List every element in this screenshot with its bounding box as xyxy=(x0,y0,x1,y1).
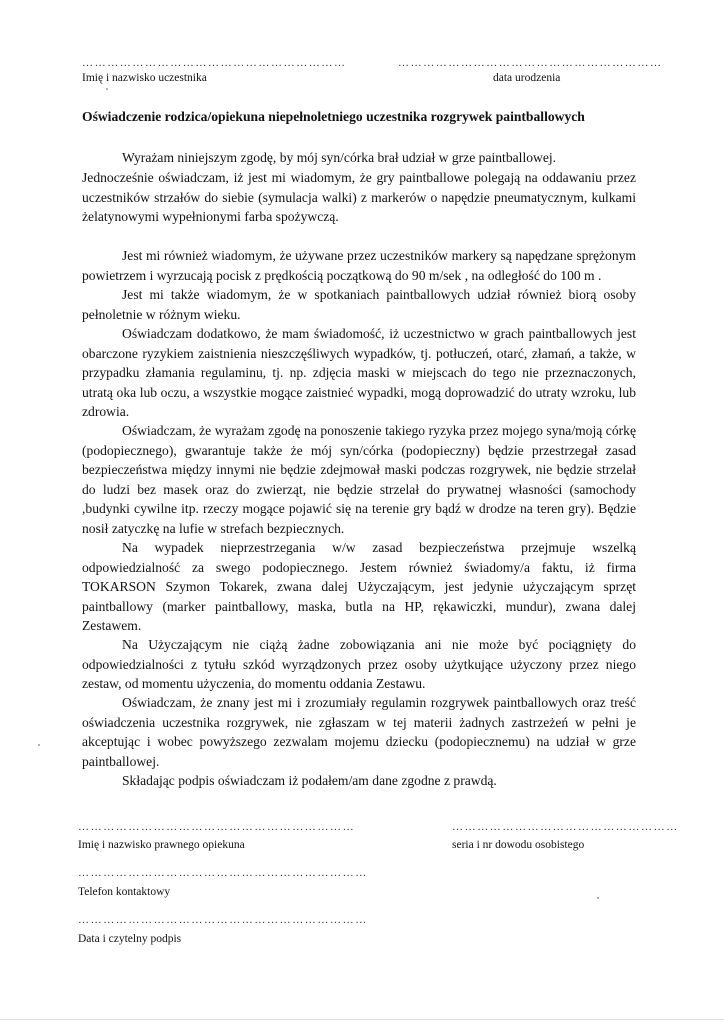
paragraph-game-description: Jednocześnie oświadczam, iż jest mi wiadomym, że gry paintballowe polegają na oddawaniu przez uczestników strzałów do siebie (symulacja walki) z markerów o napędzie pneumatycznym, kulkami żelatynowymi wypełnionymi farba spożywczą. xyxy=(82,170,636,224)
guardian-name-label: Imię i nazwisko prawnego opiekuna xyxy=(78,839,245,851)
scan-edge-line xyxy=(0,1019,724,1020)
scan-speck xyxy=(38,744,40,746)
document-title: Oświadczenie rodzica/opiekuna niepełnoletniego uczestnika rozgrywek paintballowych xyxy=(82,109,585,124)
name-dotted-line: ……………………………………………………… xyxy=(82,57,347,69)
scan-speck xyxy=(597,897,599,899)
paragraph-consent: Wyrażam niniejszym zgodę, by mój syn/córka brał udział w grze paintballowej. xyxy=(122,150,557,165)
paragraph-regulations: Oświadczam, że znany jest mi i zrozumiały regulamin rozgrywek paintballowych oraz treść oświadczenia uczestnika rozgrywek, nie zgłaszam w tej materii żadnych zastrzeżeń w pełni je akceptując i wobec powyższego zezwalam mojemu dziecku (podopiecznemu) na udział w grze paintballowej. xyxy=(82,695,636,769)
paragraph-responsibility: Na wypadek nieprzestrzegania w/w zasad bezpieczeństwa przejmuje wszelką odpowiedzialność za swego podopiecznego. Jestem również świadomy/a faktu, iż firma TOKARSON Szymon Tokarek, zwana dalej Użyczającym, jest jedynie użyczającym sprzęt paintballowy (marker paintballowy, maska, butla na HP, rękawiczki, mundur), zwana dalej Zestawem. xyxy=(82,540,636,633)
date-signature-label: Data i czytelny podpis xyxy=(78,933,182,945)
paragraph-marker-info: Jest mi również wiadomym, że używane przez uczestników markery są napędzane sprężonym powietrzem i wyrzucają pocisk z prędkością początkową do 90 m/sek , na odległość do 100 m . xyxy=(82,248,636,283)
paragraph-signature-statement: Składając podpis oświadczam iż podałem/am dane zgodne z prawdą. xyxy=(122,773,497,788)
paragraph-risk-awareness: Oświadczam dodatkowo, że mam świadomość, iż uczestnictwo w grach paintballowych jest obarczone ryzykiem zaistnienia nieszczęśliwych wypadków, tj. potłuczeń, otarć, złamań, a także, w przypadku złamania regulaminu, tj. np. zdjęcia maski w miejscach do tego nie przeznaczonych, utratą oka lub oczu, a wszystkie mogące zaistnieć wypadki, mogą doprowadzić do utraty wzroku, lub zdrowia. xyxy=(82,326,636,419)
dob-dotted-line: ……………………………………………………… xyxy=(398,57,663,69)
participant-name-label: Imię i nazwisko uczestnika xyxy=(82,72,207,84)
phone-dotted-line: …………………………………………………………… xyxy=(78,867,368,879)
paragraph-safety-rules: Oświadczam, że wyrażam zgodę na ponoszenie takiego ryzyka przez mojego syna/moją córkę (podopiecznego), gwarantuje także że mój syn/córka (podopieczny) będzie przestrzegał zasad bezpieczeństwa między innymi nie będzie zdejmował maski podczas rozgrywek, nie będzie strzelał do ludzi bez masek oraz do zwierząt, nie będzie strzelał do prywatnej własności (samochody ,budynki cywilne itp. rzeczy mogące pojawić się na terenie gry bądź w drodze na teren gry). Będzie nosił zatyczkę na lufie w strefach bezpiecznych. xyxy=(82,423,636,536)
phone-label: Telefon kontaktowy xyxy=(78,886,171,898)
signature-dotted-line: …………………………………………………………… xyxy=(78,914,368,926)
date-of-birth-label: data urodzenia xyxy=(493,72,561,84)
scan-speck xyxy=(106,88,108,90)
guardian-name-dotted-line: ………………………………………………………… xyxy=(78,821,356,833)
id-number-label: seria i nr dowodu osobistego xyxy=(452,839,585,851)
paragraph-lender-liability: Na Użyczającym nie ciążą żadne zobowiązania ani nie może być pociągnięty do odpowiedzialności z tytułu szkód wyrządzonych przez osoby użytkujące użyczony przez niego zestaw, od momentu użyczenia, do momentu oddania Zestawu. xyxy=(82,637,636,691)
paragraph-adult-players: Jest mi także wiadomym, że w spotkaniach paintballowych udział również biorą osoby pełnoletnie w różnym wieku. xyxy=(82,287,636,322)
id-number-dotted-line: ……………………………………………… xyxy=(452,821,679,833)
